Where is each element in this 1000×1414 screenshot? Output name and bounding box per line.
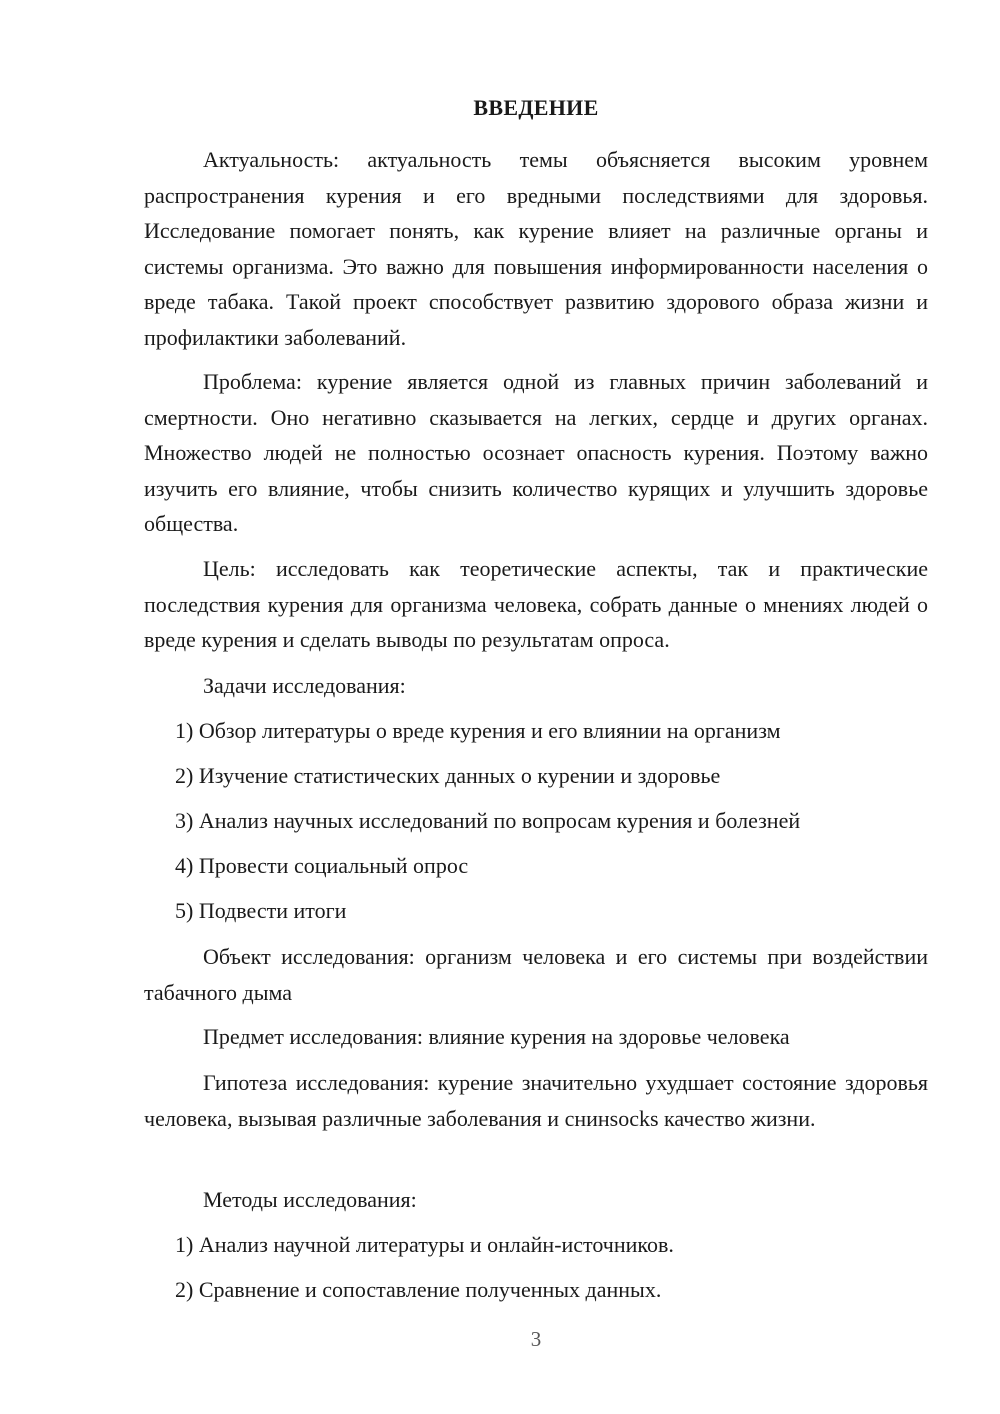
method-item: 1) Анализ научной литературы и онлайн-источников. [175, 1232, 674, 1257]
methods-heading: Методы исследования: [203, 1187, 417, 1212]
task-item: 1) Обзор литературы о вреде курения и его влиянии на организм [175, 718, 781, 743]
task-item: 2) Изучение статистических данных о курении и здоровье [175, 763, 721, 788]
method-item: 2) Сравнение и сопоставление полученных данных. [175, 1277, 662, 1302]
subject-paragraph: Предмет исследования: влияние курения на здоровье человека [203, 1024, 790, 1049]
task-item: 4) Провести социальный опрос [175, 853, 469, 878]
object-paragraph: Объект исследования: организм человека и его системы при воздействии табачного дыма [144, 944, 928, 1005]
hypothesis-paragraph: Гипотеза исследования: курение значительно ухудшает состояние здоровья человека, вызывая различные заболевания и снинsocks качество жизни. [144, 1070, 928, 1131]
page-number: 3 [530, 1327, 542, 1351]
relevance-paragraph: Актуальность: актуальность темы объясняется высоким уровнем распространения курения и его вредными последствиями для здоровья. Исследование помогает понять, как курение влияет на различные органы и системы организма. Это важно для повышения информированности населения о вреде табака. Такой проект способствует развитию здорового образа жизни и профилактики заболеваний. [144, 147, 928, 350]
tasks-heading: Задачи исследования: [203, 673, 406, 698]
problem-paragraph: Проблема: курение является одной из главных причин заболеваний и смертности. Оно негативно сказывается на легких, сердце и других органах. Множество людей не полностью осознает опасность курения. Поэтому важно изучить его влияние, чтобы снизить количество курящих и улучшить здоровье общества. [144, 369, 928, 536]
task-item: 5) Подвести итоги [175, 898, 347, 923]
page-title: ВВЕДЕНИЕ [473, 95, 599, 120]
goal-paragraph: Цель: исследовать как теоретические аспекты, так и практические последствия курения для организма человека, собрать данные о мнениях людей о вреде курения и сделать выводы по результатам опроса. [144, 556, 928, 652]
task-item: 3) Анализ научных исследований по вопросам курения и болезней [175, 808, 801, 833]
